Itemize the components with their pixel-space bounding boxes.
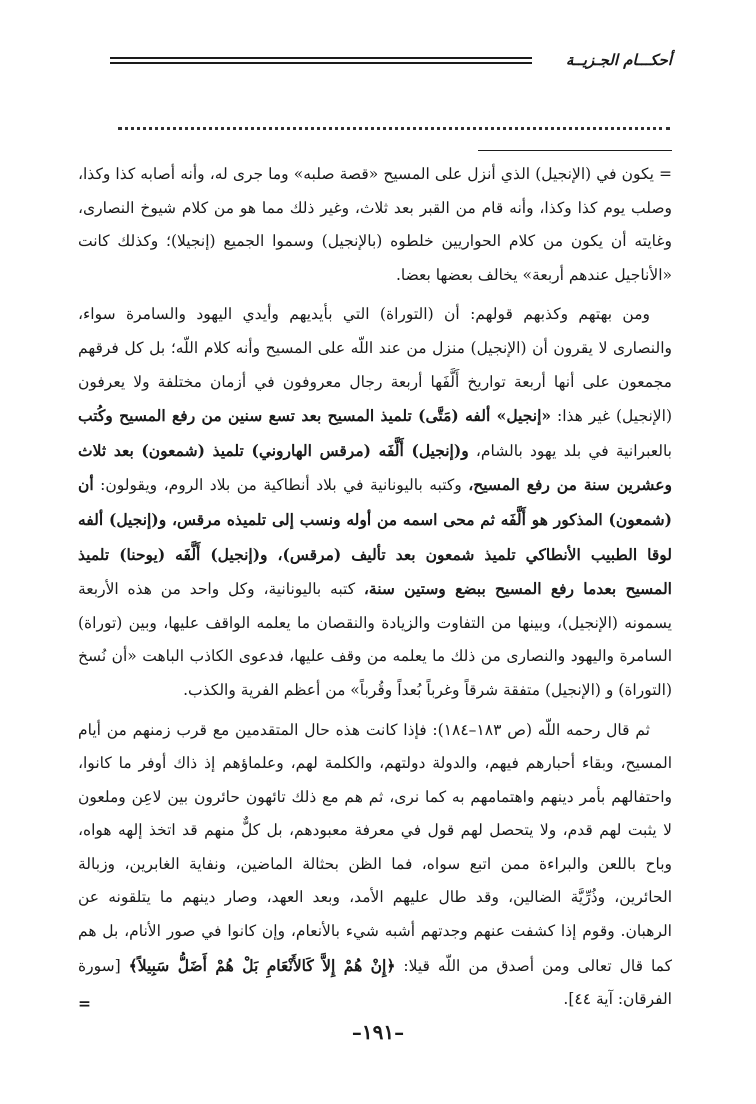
- paragraph-2-text-a: ومن بهتهم وكذبهم قولهم: أن (التوراة) التي بأيديهم وأيدي اليهود والسامرة سواء، والنصارى لا يقرون أن (الإنجيل) منزل من عند اللّه على المسيح وأنه كلام اللّه؛ بل كل فرقهم مجمعون على أنها أربعة تواريخ أَلَّفَها أربعة رجال معروفون في أزمان مختلفة ولا يعرفون (الإنجيل) غير هذا:: [78, 305, 672, 426]
- header-rule-top: [110, 57, 532, 59]
- paragraph-2-bold-3: أن (شمعون) المذكور هو أَلَّفَه ثم محى اسمه من أوله ونسب إلى تلميذه مرقس، و(إنجيل) ألفه لوقا الطبيب الأنطاكي تلميذ شمعون بعد تأليف (مرقس)، و(إنجيل) أَلَّفَه (يوحنا) تلميذ المسيح بعدما رفع المسيح ببضع وستين سنة،: [78, 475, 672, 599]
- footnote-paragraph-1: = يكون في (الإنجيل) الذي أنزل على المسيح «قصة صلبه» وما جرى له، وأنه أصابه كذا وكذا، وصلب يوم كذا وكذا، وأنه قام من القبر بعد ثلاث، وغير ذلك مما هو من كلام شيوخ النصارى، وغايته أن يكون من كلام الحواريين خلطوه (بالإنجيل) وسموا الجميع (إنجيلا)؛ وكذلك كانت «الأناجيل عندهم أربعة» يخالف بعضها بعضا.: [78, 165, 672, 284]
- paragraph-3-text: ثم قال رحمه اللّه (ص ١٨٣–١٨٤): فإذا كانت هذه حال المتقدمين مع قرب زمنهم من أيام المسيح، وبقاء أحبارهم فيهم، والدولة دولتهم، والكلمة لهم، وعلماؤهم إذ ذاك أوفر ما كانوا، واحتفالهم بأمر دينهم واهتمامهم به كما نرى، ثم هم مع ذلك تائهون حائرون بين لاعِن وملعون لا يثبت لهم قدم، ولا يتحصل لهم قول في معرفة معبودهم، بل كلٌّ منهم قد اتخذ إلهه هواه، وباح باللعن والبراءة ممن اتبع سواه، فما الظن بحثالة الماضين، ونفاية الغابرين، وزبالة الحائرين، وذُرِّيَّة الضالين، وقد طال عليهم الأمد، وبعد العهد، وصار دينهم ما يتلقونه عن الرهبان. وقوم إذا كشفت عنهم وجدتهم أشبه شيء بالأنعام، وإن كانوا في صور الأنام، بل هم كما قال تعالى ومن أصدق من اللّه قيلا:: [78, 720, 673, 975]
- paragraph-2-text-d: وكتبه باليونانية في بلاد أنطاكية من بلاد الروم، ويقولون:: [93, 476, 469, 495]
- paragraph-2-text-c: بالعبرانية في بلد يهود بالشام،: [468, 441, 672, 460]
- footnote-paragraph-3: [78, 714, 672, 1017]
- paragraph-2-bold-1: «إنجيل» ألفه (مَتَّى) تلميذ المسيح بعد تسع سنين من رفع المسيح وكُتب: [78, 406, 552, 426]
- page-number: –١٩١–: [351, 1020, 405, 1044]
- continuation-mark: =: [78, 993, 91, 1013]
- paragraph-2-text-e: كتبه باليونانية، وكل واحد من هذه الأربعة يسمونه (الإنجيل)، وبينها من التفاوت والزيادة والنقصان ما يعلمه الواقف عليها، وبين (توراة) السامرة واليهود والنصارى من ذلك ما يعلمه من وقف عليها، فدعوى الكاذب الباهت «أن نُسخ (التوراة) و (الإنجيل) متفقة شرقاً وغرباً بُعداً وقُرباً» من أعظم الفرية والكذب.: [78, 580, 672, 699]
- header-rule-bottom: [110, 62, 532, 64]
- footnote-paragraph-2: [78, 298, 672, 707]
- quran-verse: ﴿إِنْ هُمْ إِلاَّ كَالأَنْعَامِ بَلْ هُمْ أَضَلُّ سَبِيلاً﴾: [128, 955, 396, 975]
- header-title: أحكـــام الجـزيــة: [565, 51, 672, 69]
- footnote-rule: [478, 150, 672, 151]
- paragraph-2-bold-2: و(إنجيل) أَلَّفَه (مرقس الهاروني) تلميذ (شمعون) بعد ثلاث وعشرين سنة من رفع المسيح،: [78, 440, 672, 495]
- footnote-body: [78, 158, 672, 1020]
- running-header: [110, 50, 672, 74]
- dotted-separator: [118, 118, 670, 130]
- paragraph-3-tail: [سورة الفرقان: آية ٤٤].: [78, 956, 672, 1009]
